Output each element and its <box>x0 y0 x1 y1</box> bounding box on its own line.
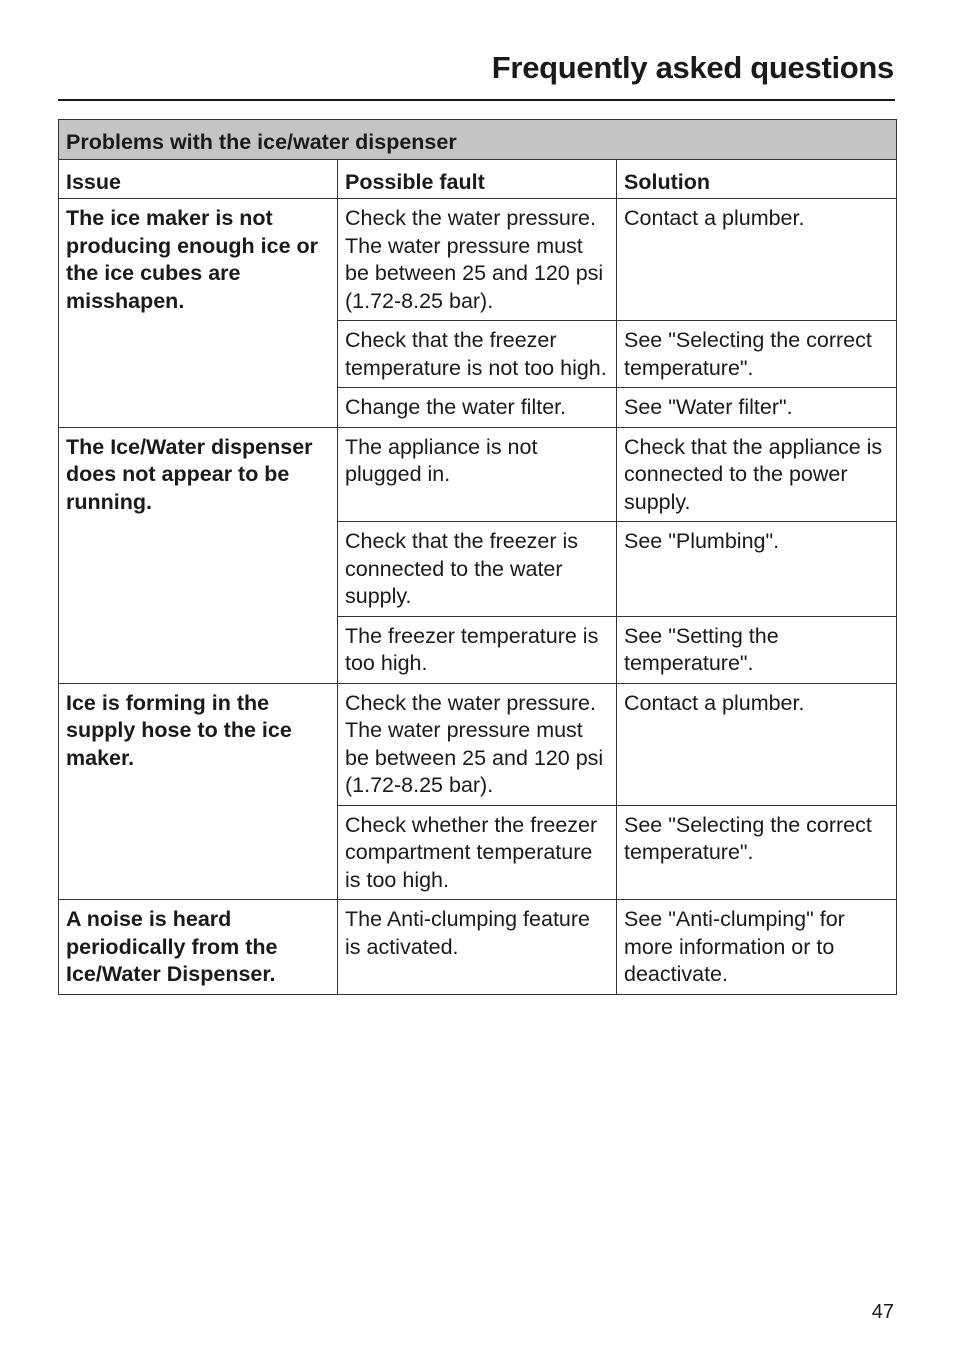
table-row <box>59 199 897 321</box>
table-row <box>59 900 897 995</box>
solution-cell: Contact a plumber. <box>617 199 897 321</box>
solution-cell: See "Water filter". <box>617 388 897 428</box>
column-header-row <box>59 159 897 199</box>
solution-cell: See "Anti-clumping" for more information or to deactivate. <box>617 900 897 995</box>
solution-cell: See "Selecting the correct temperature". <box>617 321 897 388</box>
issue-cell: A noise is heard periodically from the Ice/Water Dispenser. <box>59 900 338 995</box>
section-header-row <box>59 120 897 160</box>
fault-cell: Check that the freezer temperature is not too high. <box>338 321 617 388</box>
fault-cell: The appliance is not plugged in. <box>338 427 617 522</box>
fault-cell: Check the water pressure. The water pressure must be between 25 and 120 psi (1.72-8.25 bar). <box>338 199 617 321</box>
issue-cell: The Ice/Water dispenser does not appear to be running. <box>59 427 338 683</box>
column-header-issue: Issue <box>59 159 338 199</box>
faq-table <box>58 119 897 995</box>
column-header-solution: Solution <box>617 159 897 199</box>
section-title: Problems with the ice/water dispenser <box>59 120 897 160</box>
solution-cell: Check that the appliance is connected to the power supply. <box>617 427 897 522</box>
page-title: Frequently asked questions <box>491 50 894 85</box>
fault-cell: Check the water pressure. The water pressure must be between 25 and 120 psi (1.72-8.25 bar). <box>338 683 617 805</box>
table-row <box>59 683 897 805</box>
issue-cell: Ice is forming in the supply hose to the ice maker. <box>59 683 338 900</box>
solution-cell: See "Setting the temperature". <box>617 616 897 683</box>
issue-cell: The ice maker is not producing enough ice or the ice cubes are misshapen. <box>59 199 338 428</box>
fault-cell: Check whether the freezer compartment temperature is too high. <box>338 805 617 900</box>
fault-cell: The Anti-clumping feature is activated. <box>338 900 617 995</box>
column-header-possible-fault: Possible fault <box>338 159 617 199</box>
solution-cell: See "Plumbing". <box>617 522 897 617</box>
solution-cell: See "Selecting the correct temperature". <box>617 805 897 900</box>
table-row <box>59 427 897 522</box>
solution-cell: Contact a plumber. <box>617 683 897 805</box>
title-divider <box>58 99 895 101</box>
fault-cell: Check that the freezer is connected to the water supply. <box>338 522 617 617</box>
fault-cell: Change the water filter. <box>338 388 617 428</box>
page-number: 47 <box>871 1301 894 1323</box>
fault-cell: The freezer temperature is too high. <box>338 616 617 683</box>
